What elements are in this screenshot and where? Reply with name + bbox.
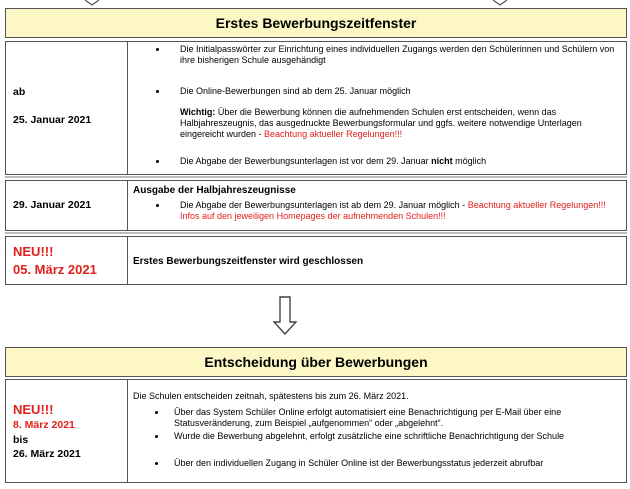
chevron-down-icon: [84, 0, 100, 6]
bullet-dot: [155, 411, 158, 414]
row1-note-text: Über die Bewerbung können die aufnehmenden Schulen erst entscheiden, wenn das Halbjahreszeugnis, das ausgedruckte Bewerbungsformular und ggfs. weitere notwendige Unterlagen eingereicht wurden -: [180, 107, 582, 139]
row-separator: [5, 176, 627, 178]
bullet-dot: [155, 435, 158, 438]
bullet-dot: [156, 204, 159, 207]
row2-date: 29. Januar 2021: [13, 199, 92, 211]
row1-date-line1: ab: [13, 86, 26, 98]
section2-intro: Die Schulen entscheiden zeitnah, spätestens bis zum 26. März 2021.: [133, 391, 409, 401]
section2-bullet2: Wurde die Bewerbung abgelehnt, erfolgt zusätzliche eine schriftliche Benachrichtigung der Schule: [174, 431, 565, 441]
row1-date-line2: 25. Januar 2021: [13, 114, 92, 126]
section2-new-label: NEU!!!: [13, 402, 54, 417]
row1-note: [180, 107, 615, 140]
row1-note-red: Beachtung aktueller Regelungen!!!: [264, 129, 403, 139]
row1-divider: [127, 41, 128, 175]
section2-date-bis: bis: [13, 434, 29, 446]
bullet-dot: [155, 462, 158, 465]
section2-title: Entscheidung über Bewerbungen: [204, 354, 428, 370]
row3-new-label: NEU!!!: [13, 244, 54, 259]
section1-title: Erstes Bewerbungszeitfenster: [215, 15, 417, 31]
section2-divider: [127, 379, 128, 483]
section2-date-start: 8. März 2021: [13, 419, 75, 431]
row3-text: Erstes Bewerbungszeitfenster wird geschlossen: [133, 256, 364, 267]
bullet-dot: [156, 160, 159, 163]
section2-date-end: 26. März 2021: [13, 448, 81, 460]
row3-date: 05. März 2021: [13, 262, 97, 277]
row1-note-label: Wichtig:: [180, 107, 216, 117]
row1-bullet2: Die Online-Bewerbungen sind ab dem 25. Januar möglich: [180, 86, 411, 96]
bullet-dot: [156, 48, 159, 51]
row2-divider: [127, 180, 128, 231]
section2-header: [5, 347, 627, 377]
section2-bullet1: Über das System Schüler Online erfolgt automatisiert eine Benachrichtigung per E-Mail über eine Statusveränderung, zum Beispiel „aufgenommen“ oder „abgelehnt“.: [174, 407, 562, 428]
down-arrow-icon: [272, 296, 298, 336]
row2-heading: Ausgabe der Halbjahreszeugnisse: [133, 185, 296, 196]
row-separator: [5, 232, 627, 234]
chevron-down-icon: [492, 0, 508, 6]
row3-divider: [127, 236, 128, 285]
row1-bullet3: Die Abgabe der Bewerbungsunterlagen ist vor dem 29. Januar nicht möglich: [180, 156, 487, 166]
row2-bullet: Die Abgabe der Bewerbungsunterlagen ist ab dem 29. Januar möglich - Beachtung aktueller Regelungen!!! Infos auf den jeweiligen Homepages der aufnehmenden Schulen!!!: [180, 200, 606, 221]
section2-bullet3: Über den individuellen Zugang in Schüler Online ist der Bewerbungsstatus jederzeit abrufbar: [174, 458, 544, 468]
section1-header: [5, 8, 627, 38]
row1-bullet1: Die Initialpasswörter zur Einrichtung eines individuellen Zugangs werden den Schülerinnen und Schülern von ihre bisherigen Schule ausgehändigt: [180, 44, 615, 65]
bullet-dot: [156, 90, 159, 93]
